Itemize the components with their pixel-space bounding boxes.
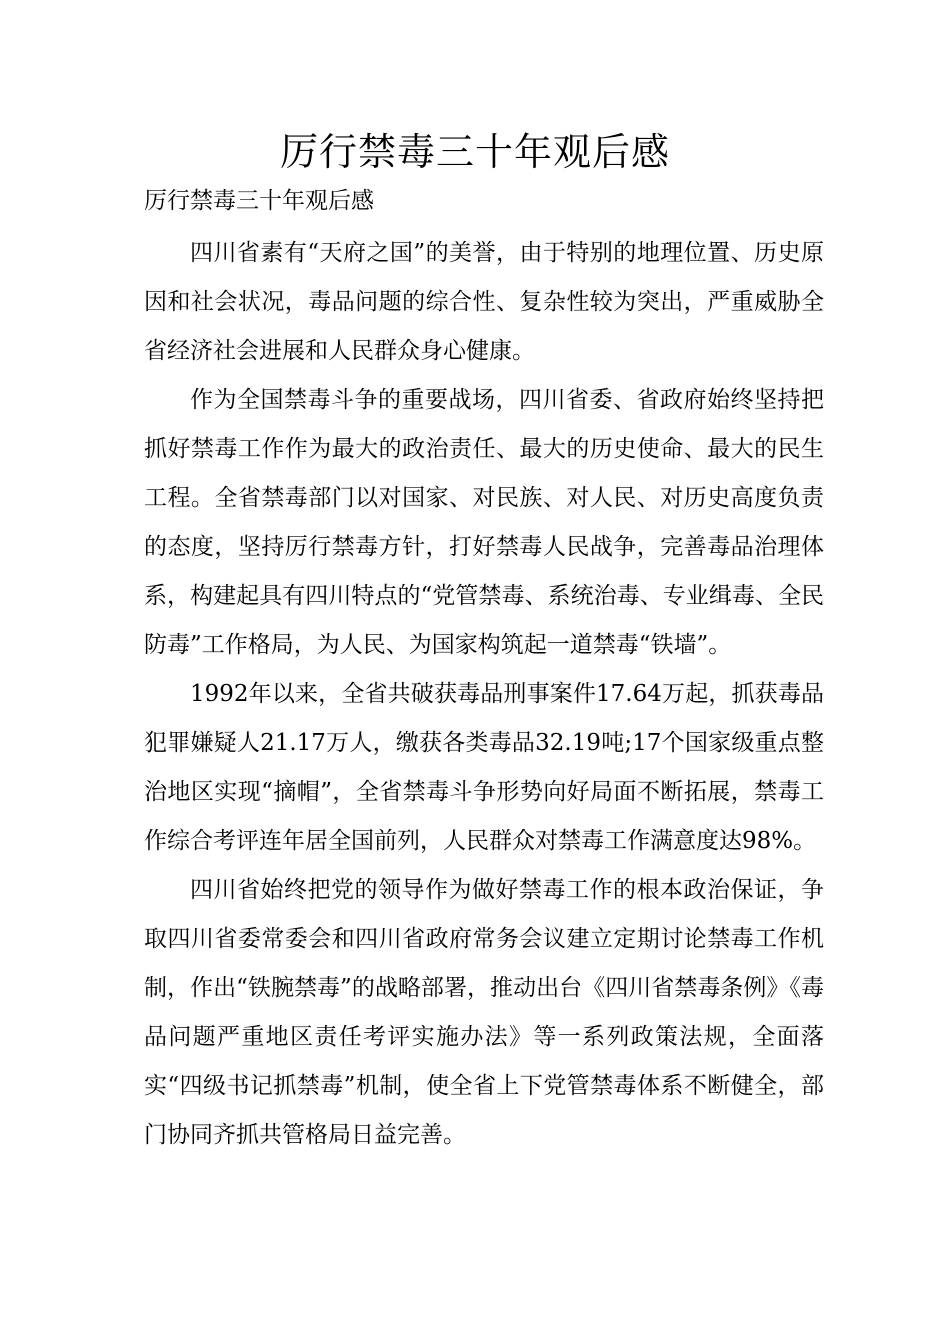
paragraph: 作为全国禁毒斗争的重要战场，四川省委、省政府始终坚持把抓好禁毒工作作为最大的政治责任、最大的历史使命、最大的民生工程。全省禁毒部门以对国家、对民族、对人民、对历史高度负责的态度，坚持厉行禁毒方针，打好禁毒人民战争，完善毒品治理体系，构建起具有四川特点的“党管禁毒、系统治毒、专业缉毒、全民防毒”工作格局，为人民、为国家构筑起一道禁毒“铁墙”。 [144, 387, 824, 658]
document-title: 厉行禁毒三十年观后感 [279, 130, 670, 174]
document-body [144, 229, 824, 1160]
paragraph: 1992年以来，全省共破获毒品刑事案件17.64万起，抓获毒品犯罪嫌疑人21.17万人，缴获各类毒品32.19吨;17个国家级重点整治地区实现“摘帽”，全省禁毒斗争形势向好局面不断拓展，禁毒工作综合考评连年居全国前列，人民群众对禁毒工作满意度达98%。 [144, 681, 824, 854]
paragraph: 四川省始终把党的领导作为做好禁毒工作的根本政治保证，争取四川省委常委会和四川省政府常务会议建立定期讨论禁毒工作机制，作出“铁腕禁毒”的战略部署，推动出台《四川省禁毒条例》《毒品问题严重地区责任考评实施办法》等一系列政策法规，全面落实“四级书记抓禁毒”机制，使全省上下党管禁毒体系不断健全，部门协同齐抓共管格局日益完善。 [144, 877, 824, 1148]
document-subtitle: 厉行禁毒三十年观后感 [144, 188, 374, 214]
paragraph: 四川省素有“天府之国”的美誉，由于特别的地理位置、历史原因和社会状况，毒品问题的综合性、复杂性较为突出，严重威胁全省经济社会进展和人民群众身心健康。 [144, 240, 824, 364]
